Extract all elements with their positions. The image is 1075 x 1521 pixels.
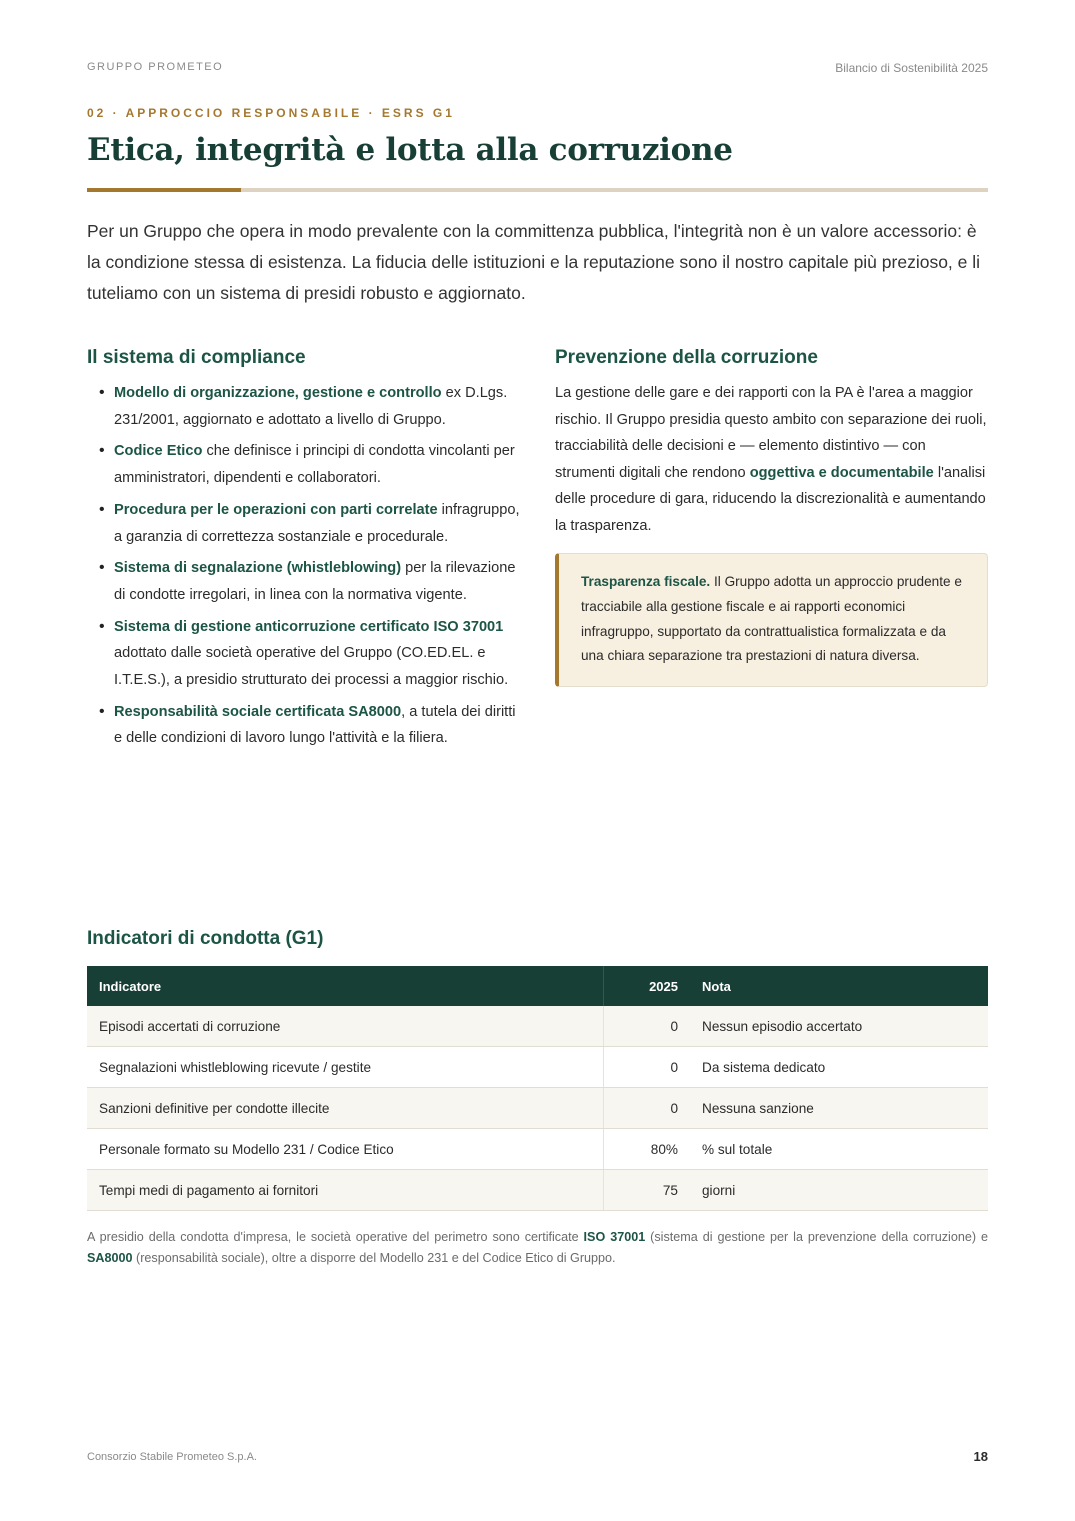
table-row [87, 1088, 988, 1129]
compliance-list [87, 380, 520, 752]
table-row [87, 1006, 988, 1047]
prevention-heading: Prevenzione della corruzione [555, 347, 818, 368]
bullet-icon: • [99, 442, 105, 460]
cell-indicator: Personale formato su Modello 231 / Codice Etico [87, 1129, 603, 1170]
prevention-column [555, 344, 988, 687]
header-group-name: GRUPPO PROMETEO [87, 61, 224, 73]
page-title: Etica, integrità e lotta alla corruzione [87, 132, 733, 168]
cell-value: 0 [603, 1006, 690, 1047]
cell-note: Da sistema dedicato [690, 1047, 988, 1088]
callout-text: Il Gruppo adotta un approccio prudente e tracciabile alla gestione fiscale e ai rapporti economici infragruppo, supportato da contrattualistica formalizzata e da una chiara separazione tra prestazioni di natura diversa. [581, 574, 962, 664]
list-item: • Procedura per le operazioni con parti correlate infragruppo, a garanzia di correttezza sostanziale e procedurale. [103, 497, 520, 550]
fiscal-transparency-callout [555, 553, 988, 687]
list-item: • Modello di organizzazione, gestione e controllo ex D.Lgs. 231/2001, aggiornato e adottato a livello di Gruppo. [103, 380, 520, 433]
table-row [87, 1129, 988, 1170]
list-item: • Codice Etico che definisce i principi di condotta vincolanti per amministratori, dipendenti e collaboratori. [103, 438, 520, 491]
prevention-paragraph: La gestione delle gare e dei rapporti con la PA è l'area a maggior rischio. Il Gruppo presidia questo ambito con separazione dei ruoli, tracciabilità delle decisioni e — elemento distintivo — con strumenti digitali che rendono oggettiva e documentabile l'analisi delle procedure di gara, riducendo la discrezionalità e aumentando la trasparenza. [555, 385, 987, 534]
cell-note: Nessun episodio accertato [690, 1006, 988, 1047]
title-rule-accent [87, 188, 241, 192]
column-header-year: 2025 [603, 966, 690, 1006]
compliance-column [87, 344, 520, 757]
section-kicker: 02 · APPROCCIO RESPONSABILE · ESRS G1 [87, 106, 455, 120]
column-header-note: Nota [690, 966, 988, 1006]
cell-note: giorni [690, 1170, 988, 1211]
page [87, 0, 988, 1521]
cell-value: 75 [603, 1170, 690, 1211]
list-item: • Responsabilità sociale certificata SA8000, a tutela dei diritti e delle condizioni di lavoro lungo l'attività e la filiera. [103, 699, 520, 752]
bullet-icon: • [99, 702, 105, 720]
table-header-row [87, 966, 988, 1006]
footer-company: Consorzio Stabile Prometeo S.p.A. [87, 1451, 257, 1463]
page-number: 18 [973, 1449, 988, 1464]
bullet-icon: • [99, 559, 105, 577]
cell-note: Nessuna sanzione [690, 1088, 988, 1129]
bullet-icon: • [99, 500, 105, 518]
certification-footnote: A presidio della condotta d'impresa, le società operative del perimetro sono certificate ISO 37001 (sistema di gestione per la prevenzione della corruzione) e SA8000 (responsabilità sociale), oltre a disporre del Modello 231 e del Codice Etico di Gruppo. [87, 1230, 988, 1265]
indicators-heading: Indicatori di condotta (G1) [87, 928, 324, 949]
title-rule [87, 188, 988, 192]
bullet-icon: • [99, 617, 105, 635]
cell-value: 0 [603, 1047, 690, 1088]
cell-indicator: Sanzioni definitive per condotte illecite [87, 1088, 603, 1129]
cell-indicator: Tempi medi di pagamento ai fornitori [87, 1170, 603, 1211]
column-header-indicator: Indicatore [87, 966, 603, 1006]
cell-note: % sul totale [690, 1129, 988, 1170]
cell-value: 80% [603, 1129, 690, 1170]
intro-paragraph: Per un Gruppo che opera in modo prevalente con la committenza pubblica, l'integrità non è un valore accessorio: è la condizione stessa di esistenza. La fiducia delle istituzioni e la reputazione sono il nostro capitale più prezioso, e li tuteliamo con un sistema di presidi robusto e aggiornato. [87, 221, 981, 303]
cell-value: 0 [603, 1088, 690, 1129]
indicators-table [87, 966, 988, 1211]
cell-indicator: Segnalazioni whistleblowing ricevute / gestite [87, 1047, 603, 1088]
list-item: • Sistema di segnalazione (whistleblowing) per la rilevazione di condotte irregolari, in linea con la normativa vigente. [103, 555, 520, 608]
table-row [87, 1170, 988, 1211]
compliance-heading: Il sistema di compliance [87, 347, 306, 368]
header-report-title: Bilancio di Sostenibilità 2025 [835, 61, 988, 75]
list-item: • Sistema di gestione anticorruzione certificato ISO 37001 adottato dalle società operative del Gruppo (CO.ED.EL. e I.T.E.S.), a presidio strutturato dei processi a maggior rischio. [103, 614, 520, 694]
running-header [87, 61, 988, 77]
cell-indicator: Episodi accertati di corruzione [87, 1006, 603, 1047]
callout-title: Trasparenza fiscale. [581, 574, 711, 589]
table-row [87, 1047, 988, 1088]
bullet-icon: • [99, 384, 105, 401]
